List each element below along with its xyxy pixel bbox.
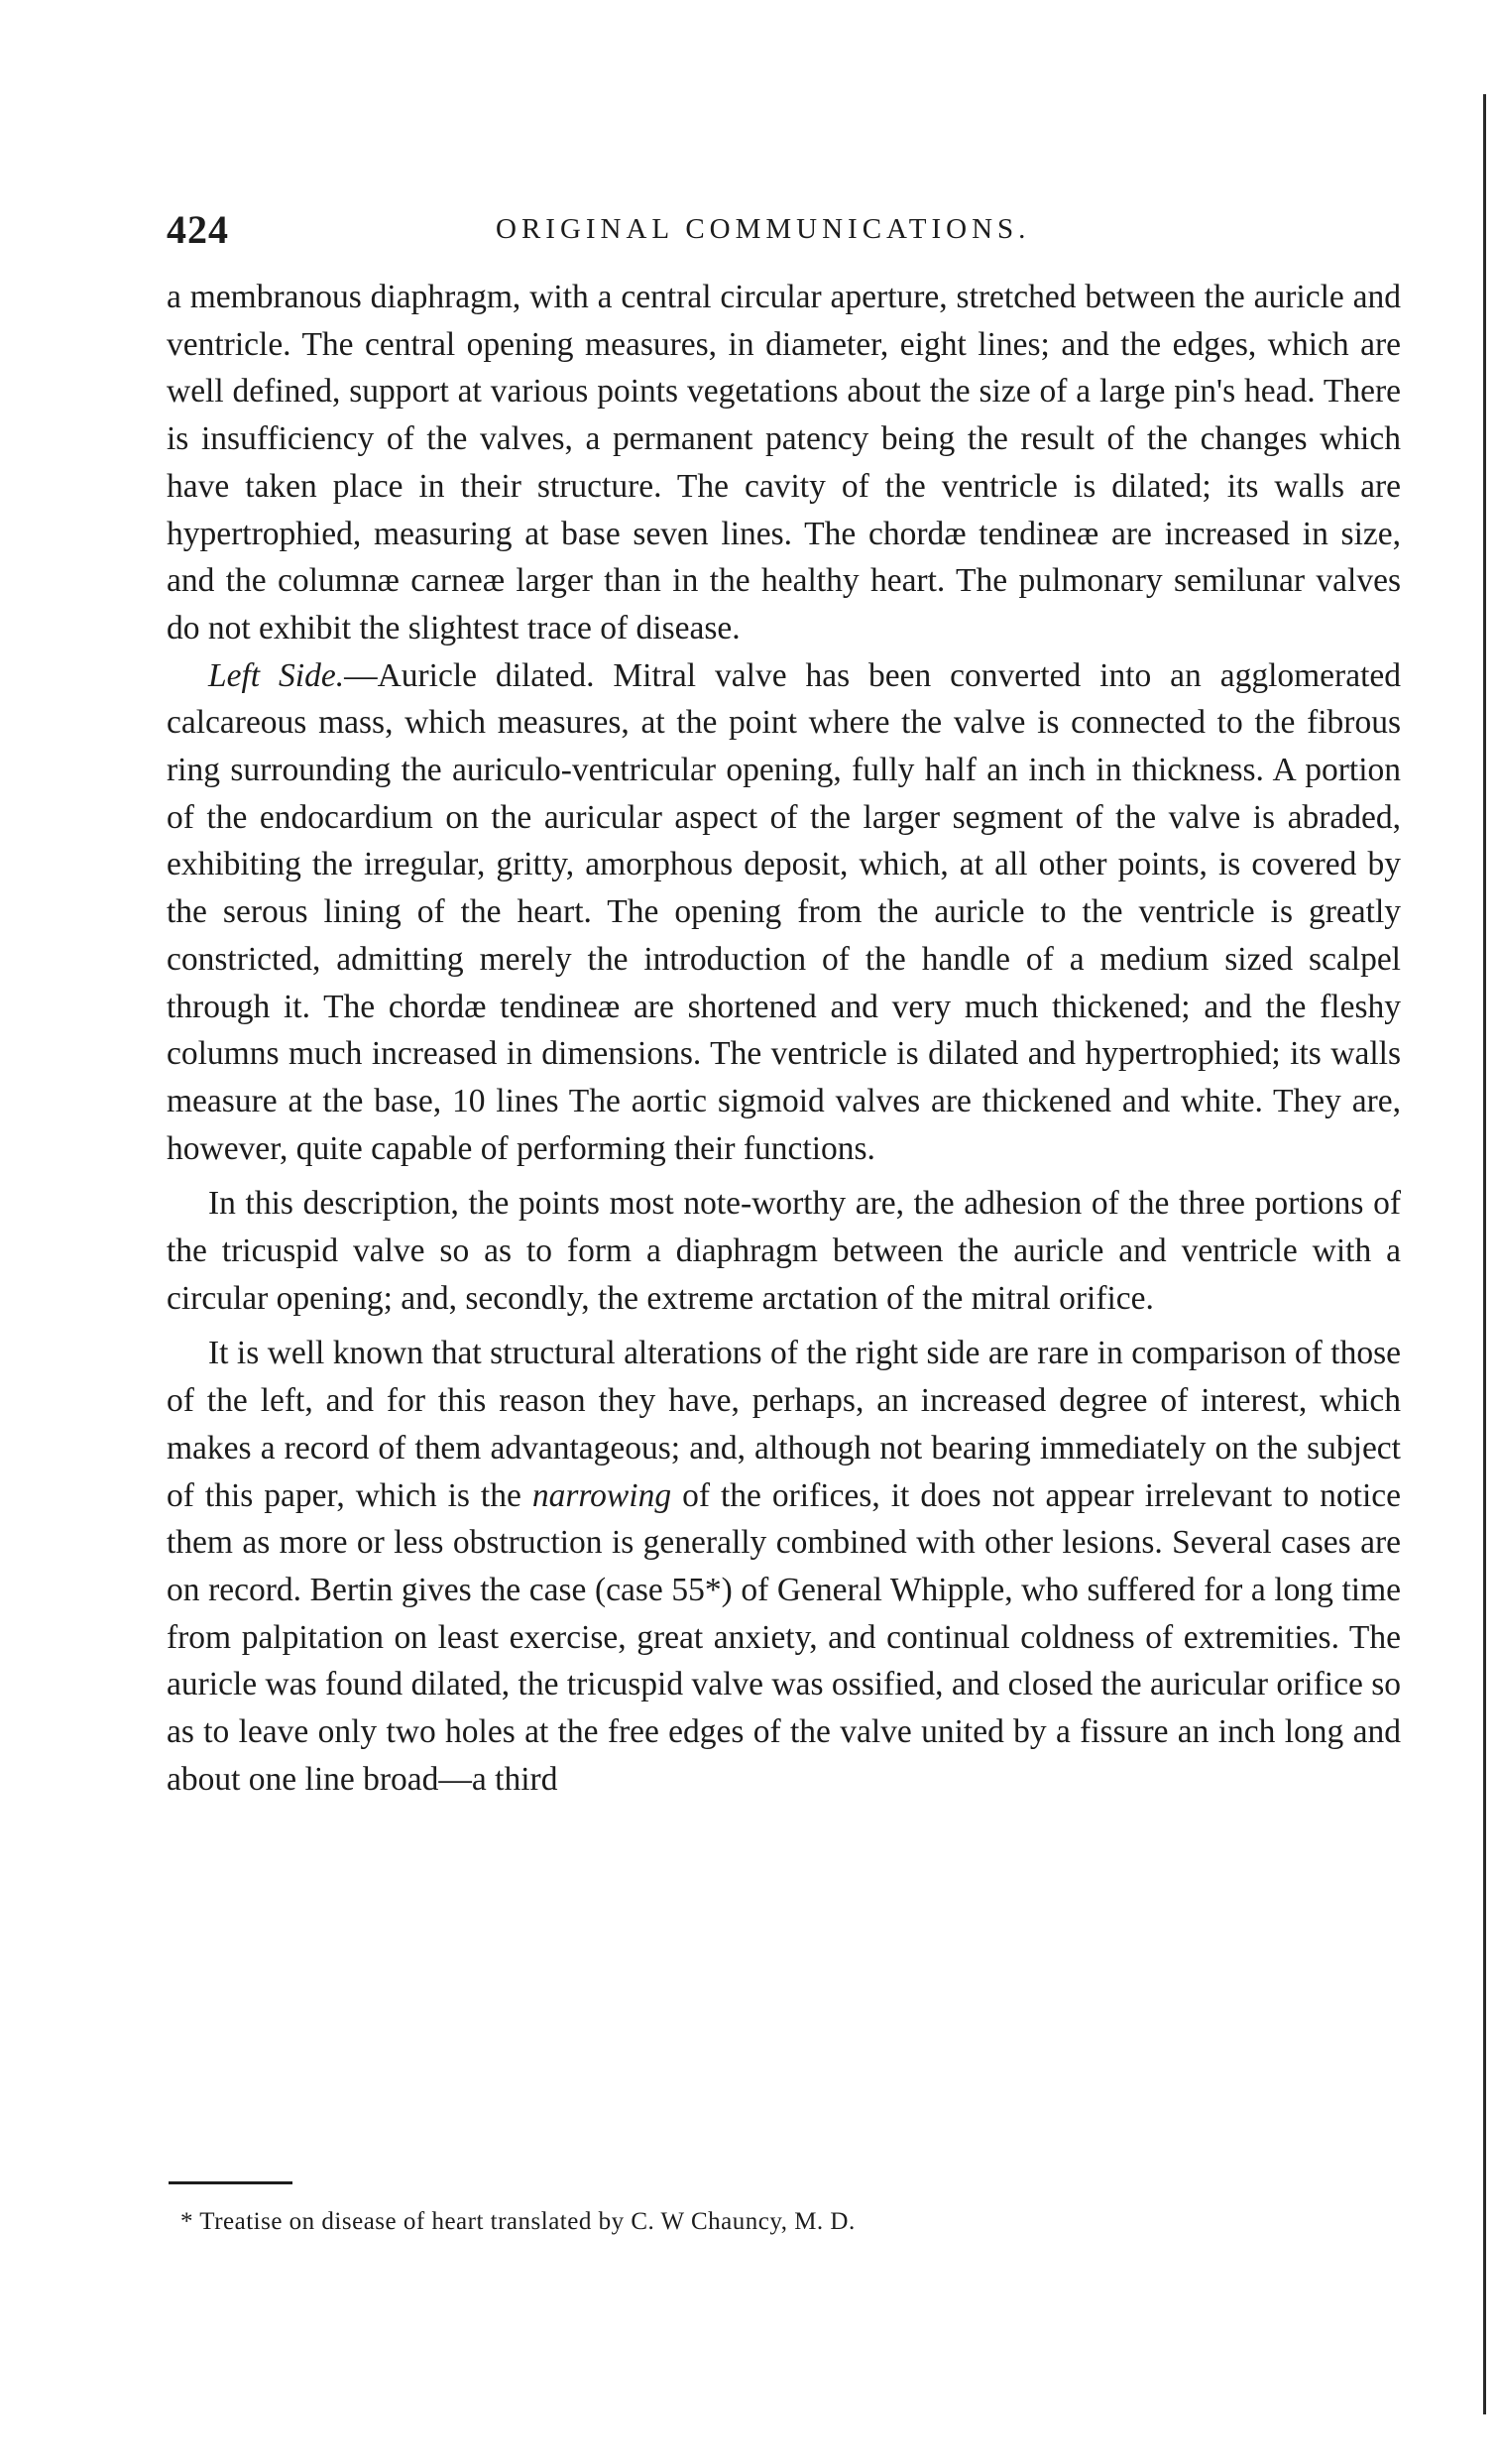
narrowing-emphasis: narrowing bbox=[531, 1476, 672, 1514]
paragraph-2-text: —Auricle dilated. Mitral valve has been converted into an agglomerated calcareous mass, which measures, at the point where the valve is connected to the fibrous ring surrounding the auriculo-ventricular opening, fully half an inch in thickness. A portion of the endocardium on the auricular aspect of the larger segment of the valve is abraded, exhibiting the irregular, gritty, amorphous deposit, which, at all other points, is covered by the serous lining of the heart. The opening from the auricle to the ventricle is greatly constricted, admitting merely the introduction of the handle of a medium sized scalpel through it. The chordæ tendineæ are shortened and very much thickened; and the fleshy columns much increased in dimensions. The ventricle is dilated and hypertrophied; its walls measure at the base, 10 lines The aortic sigmoid valves are thickened and white. They are, however, quite capable of performing their functions. bbox=[167, 656, 1401, 1167]
paragraph-4-text-a: It is well known that structural alterations of the right side are rare in comparison of those of the left, and for this reason they have, perhaps, an increased degree of interest, which makes a record of them advantageous; and, although not bearing immediately on the subject of this paper, which is the bbox=[167, 1335, 1401, 1514]
running-head: ORIGINAL COMMUNICATIONS. bbox=[496, 213, 1031, 245]
paragraph-3: In this description, the points most note-worthy are, the adhesion of the three portions of the tricuspid valve so as to form a diaphragm between the auricle and ventricle with a circular opening; and, secondly, the extreme arctation of the mitral orifice. bbox=[167, 1185, 1401, 1317]
paragraph-1: a membranous diaphragm, with a central circular aperture, stretched between the auricle and ventricle. The central opening measures, in diameter, eight lines; and the edges, which are well defined, support at various points vegetations about the size of a large pin's head. There is insufficiency of the valves, a permanent patency being the result of the changes which have taken place in their structure. The cavity of the ventricle is dilated; its walls are hypertrophied, measuring at base seven lines. The chordæ tendineæ are increased in size, and the columnæ carneæ larger than in the healthy heart. The pulmonary semilunar valves do not exhibit the slightest trace of disease. bbox=[167, 279, 1401, 646]
footnote: * Treatise on disease of heart translated by C. W Chauncy, M. D. bbox=[180, 2208, 856, 2235]
paragraph-2 bbox=[167, 652, 1401, 1173]
body-text bbox=[167, 274, 1401, 1804]
page-edge-line bbox=[1483, 94, 1486, 2414]
page-number: 424 bbox=[167, 207, 229, 252]
paragraph-4-text-b: of the orifices, it does not appear irrelevant to notice them as more or less obstruction is generally combined with other lesions. Several cases are on record. Bertin gives the case (case 55*) of General Whipple, who suffered for a long time from palpitation on least exercise, great anxiety, and continual coldness of extremities. The auricle was found dilated, the tricuspid valve was ossified, and closed the auricular orifice so as to leave only two holes at the free edges of the valve united by a fissure an inch long and about one line broad—a third bbox=[167, 1476, 1402, 1798]
paragraph-4 bbox=[167, 1330, 1401, 1803]
footnote-separator bbox=[169, 2181, 292, 2184]
left-side-heading: Left Side. bbox=[208, 656, 345, 694]
